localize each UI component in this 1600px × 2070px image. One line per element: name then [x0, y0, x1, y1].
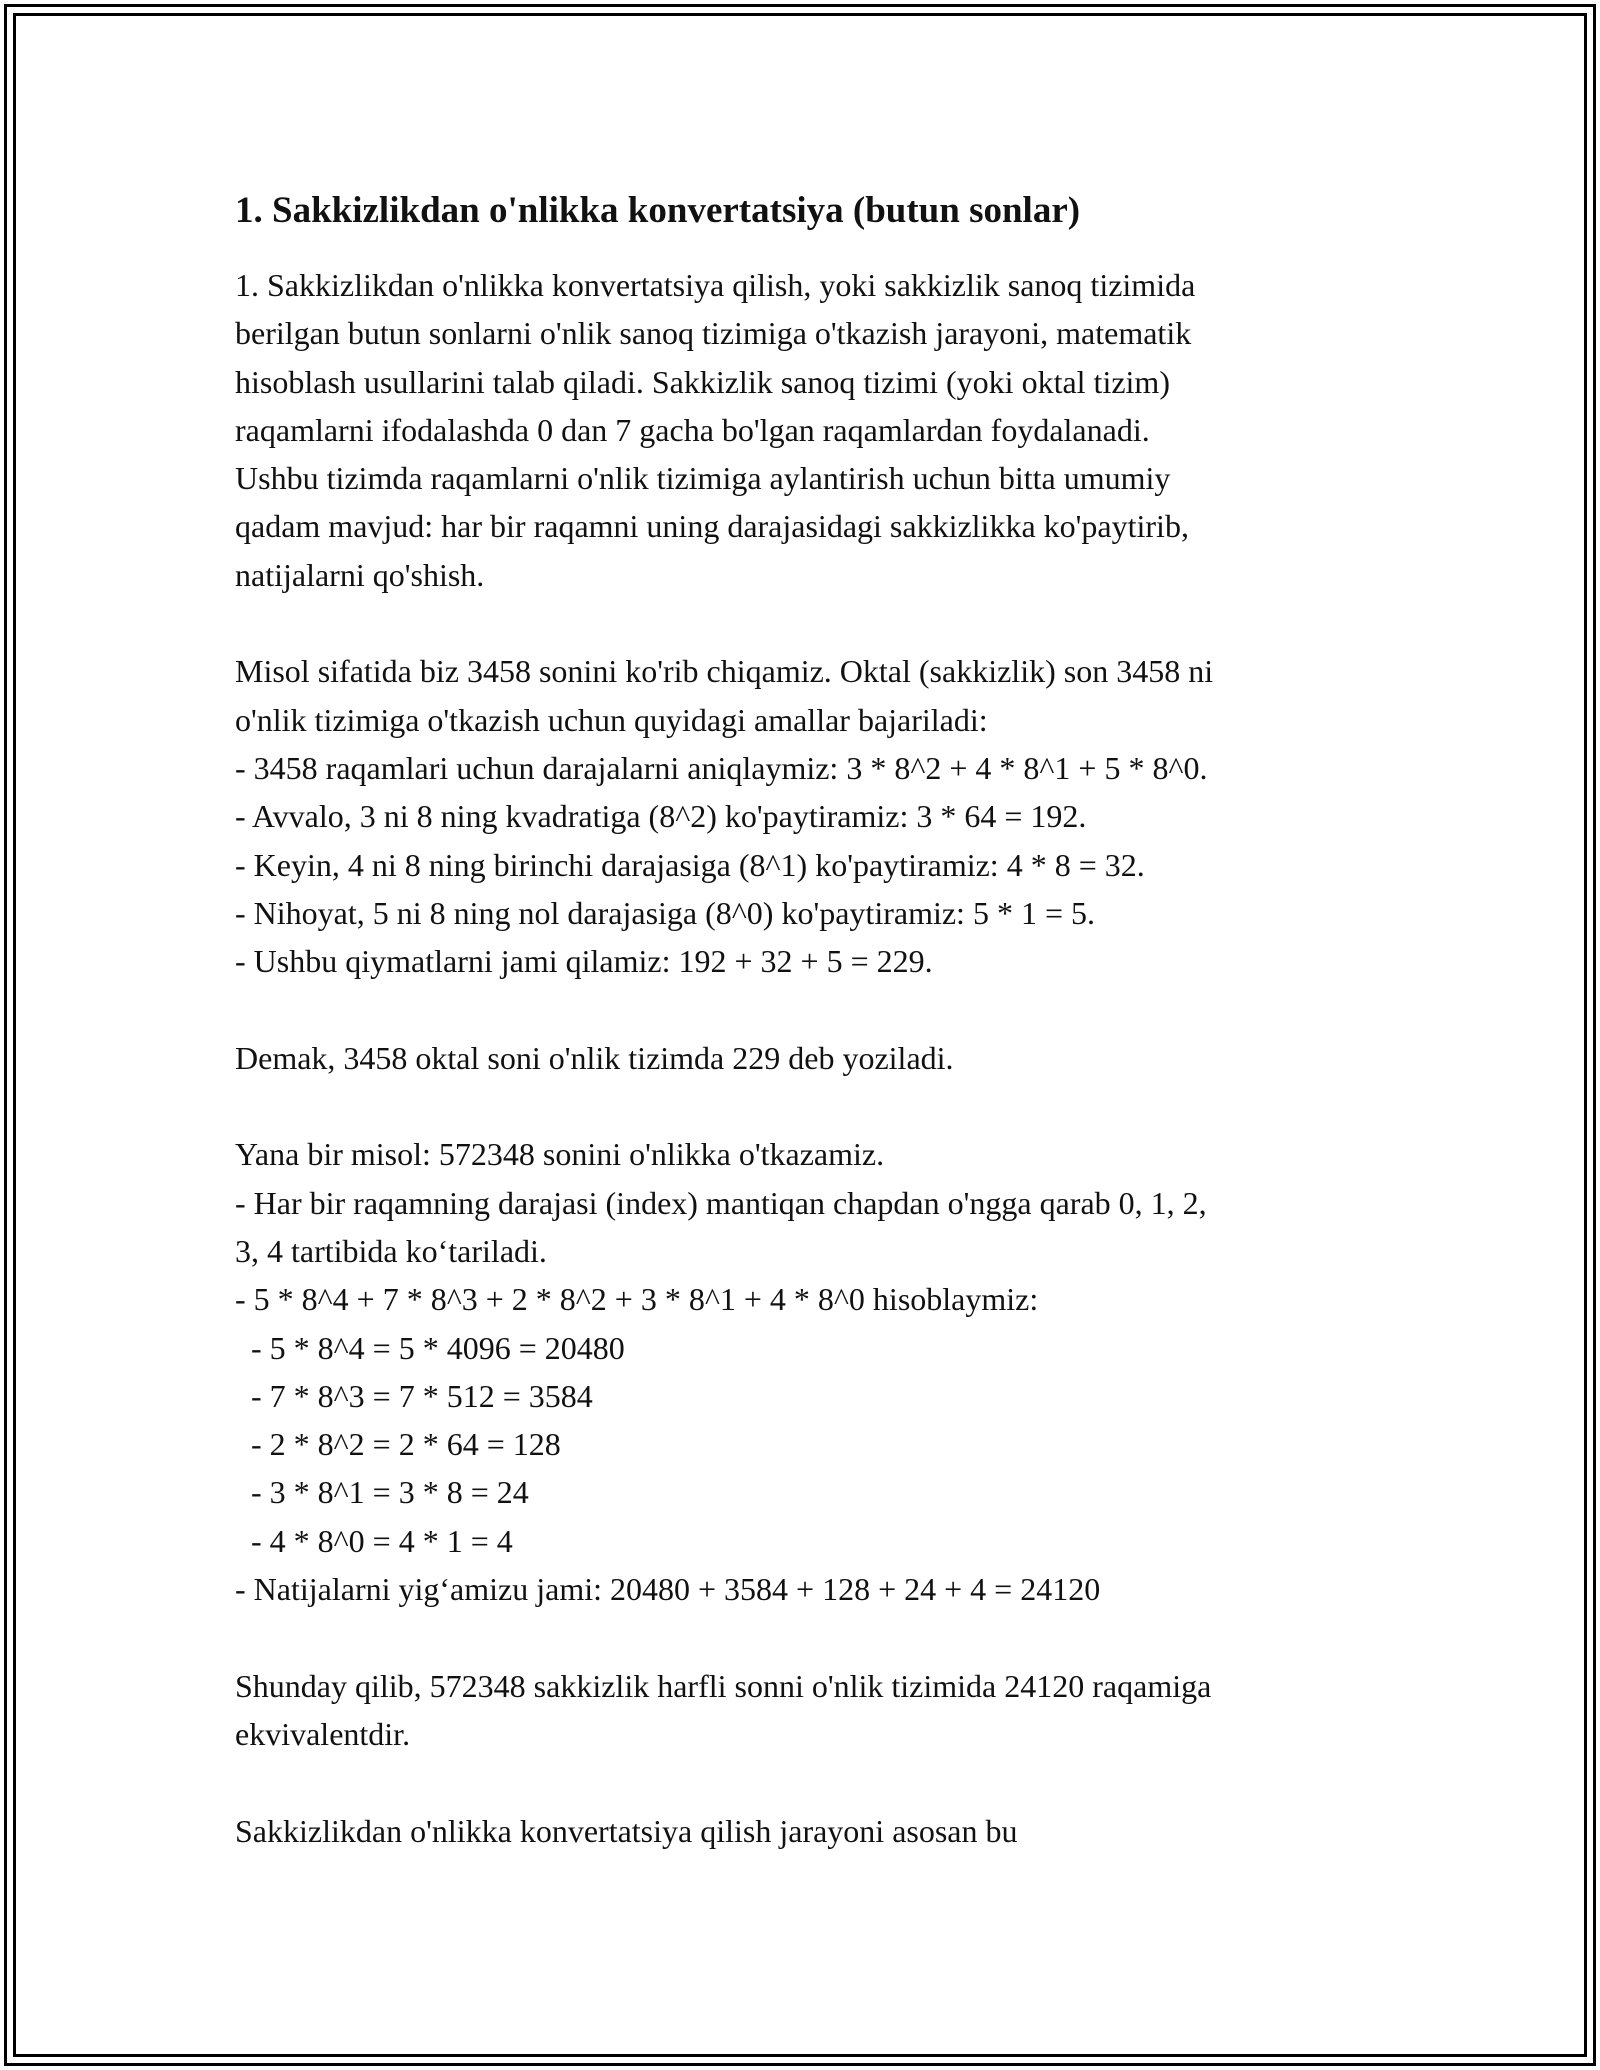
section-list [235, 261, 1365, 1855]
paragraph [235, 647, 1365, 985]
text-line: natijalarni qo'shish. [235, 556, 485, 593]
text-line: - 2 * 8^2 = 2 * 64 = 128 [235, 1426, 561, 1463]
text-line: Yana bir misol: 572348 sonini o'nlikka o'tkazamiz. [235, 1136, 885, 1173]
text-line: - Ushbu qiymatlarni jami qilamiz: 192 + 32 + 5 = 229. [235, 943, 933, 980]
text-line: - 5 * 8^4 + 7 * 8^3 + 2 * 8^2 + 3 * 8^1 + 4 * 8^0 hisoblaymiz: [235, 1281, 1039, 1318]
paragraph [235, 1034, 1365, 1082]
text-line: ekvivalentdir. [235, 1715, 411, 1752]
text-line: - Keyin, 4 ni 8 ning birinchi darajasiga (8^1) ko'paytiramiz: 4 * 8 = 32. [235, 846, 1145, 883]
text-line: - Natijalarni yig‘amizu jami: 20480 + 3584 + 128 + 24 + 4 = 24120 [235, 1571, 1101, 1608]
text-line: - 4 * 8^0 = 4 * 1 = 4 [235, 1522, 513, 1559]
text-line: Ushbu tizimda raqamlarni o'nlik tizimiga aylantirish uchun bitta umumiy [235, 460, 1171, 497]
text-line: Shunday qilib, 572348 sakkizlik harfli sonni o'nlik tizimida 24120 raqamiga [235, 1667, 1212, 1704]
paragraph [235, 1130, 1365, 1613]
text-line: Demak, 3458 oktal soni o'nlik tizimda 229 deb yoziladi. [235, 1039, 954, 1076]
text-line: - Har bir raqamning darajasi (index) mantiqan chapdan o'ngga qarab 0, 1, 2, [235, 1184, 1207, 1221]
text-line: Misol sifatida biz 3458 sonini ko'rib chiqamiz. Oktal (sakkizlik) son 3458 ni [235, 653, 1214, 690]
section-heading: 1. Sakkizlikdan o'nlikka konvertatsiya (butun sonlar) [235, 190, 1081, 231]
text-line: - 3 * 8^1 = 3 * 8 = 24 [235, 1474, 529, 1511]
text-line: 1. Sakkizlikdan o'nlikka konvertatsiya qilish, yoki sakkizlik sanoq tizimida [235, 267, 1196, 303]
text-line: - 3458 raqamlari uchun darajalarni aniqlaymiz: 3 * 8^2 + 4 * 8^1 + 5 * 8^0. [235, 749, 1208, 786]
text-line: 3, 4 tartibida ko‘tariladi. [235, 1232, 547, 1269]
paragraph [235, 1662, 1365, 1759]
text-line: raqamlarni ifodalashda 0 dan 7 gacha bo'lgan raqamlardan foydalanadi. [235, 411, 1150, 448]
paragraph [235, 261, 1365, 599]
text-line: Sakkizlikdan o'nlikka konvertatsiya qilish jarayoni asosan bu [235, 1812, 1018, 1849]
text-line: hisoblash usullarini talab qiladi. Sakkizlik sanoq tizimi (yoki oktal tizim) [235, 363, 1170, 400]
text-line: qadam mavjud: har bir raqamni uning darajasidagi sakkizlikka ko'paytirib, [235, 508, 1189, 545]
document-body [235, 185, 1365, 1855]
paragraph [235, 1807, 1365, 1855]
text-line: - 5 * 8^4 = 5 * 4096 = 20480 [235, 1329, 625, 1366]
text-line: - Avvalo, 3 ni 8 ning kvadratiga (8^2) ko'paytiramiz: 3 * 64 = 192. [235, 798, 1087, 835]
text-line: berilgan butun sonlarni o'nlik sanoq tizimiga o'tkazish jarayoni, matematik [235, 315, 1192, 352]
text-line: - 7 * 8^3 = 7 * 512 = 3584 [235, 1377, 593, 1414]
text-line: - Nihoyat, 5 ni 8 ning nol darajasiga (8^0) ko'paytiramiz: 5 * 1 = 5. [235, 894, 1095, 931]
text-line: o'nlik tizimiga o'tkazish uchun quyidagi amallar bajariladi: [235, 701, 988, 738]
